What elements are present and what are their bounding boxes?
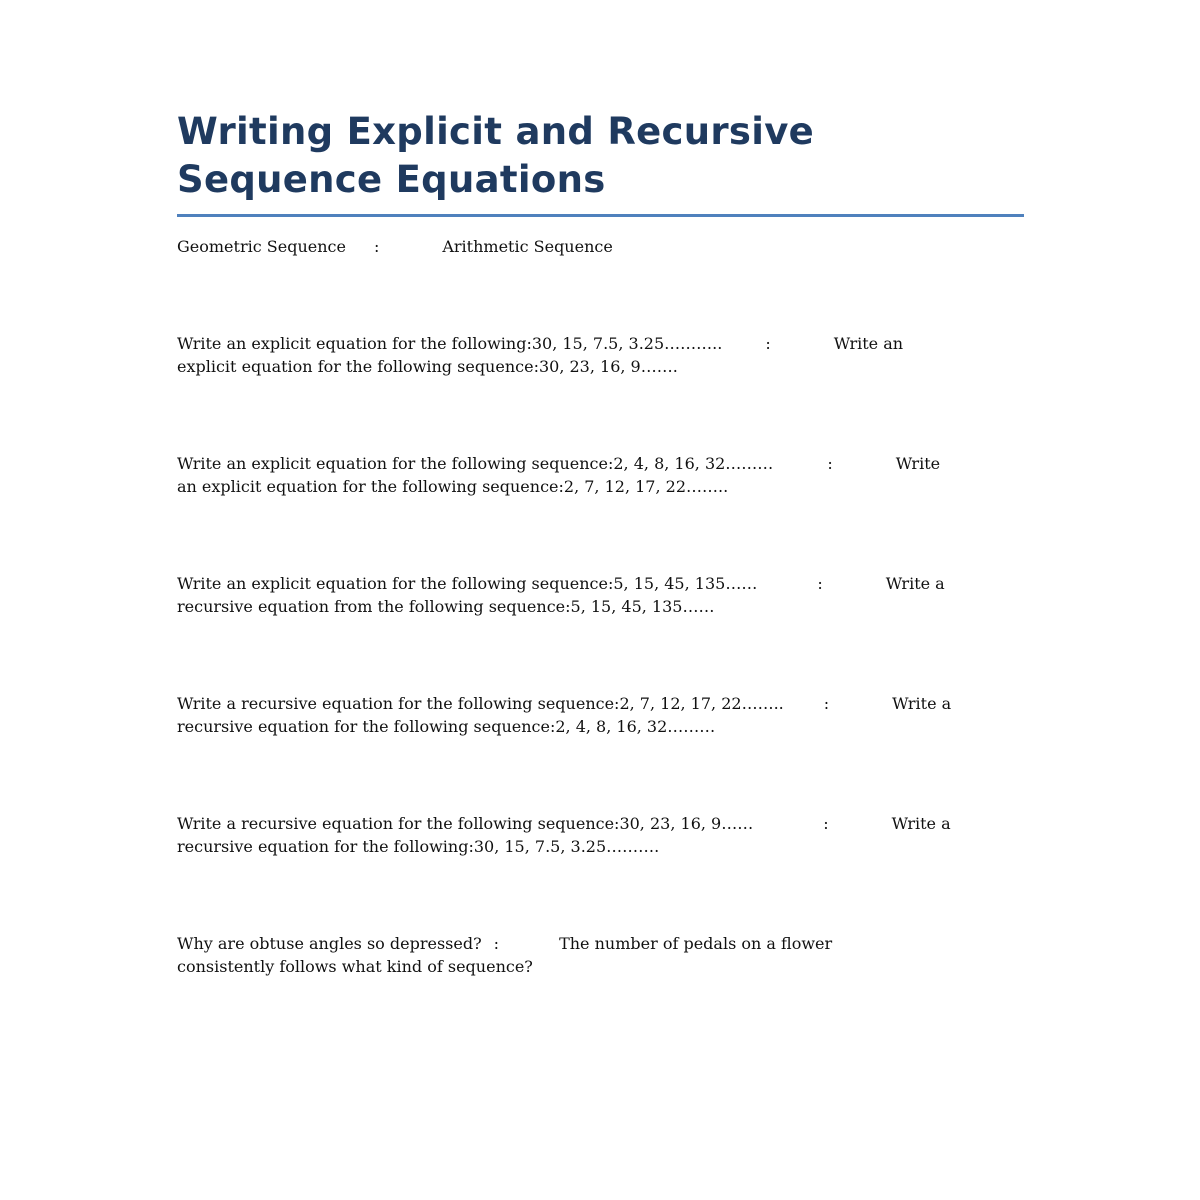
question-3-right: Write a (885, 574, 945, 593)
question-6-separator: : (493, 934, 500, 953)
question-row-6 (177, 932, 1024, 978)
question-4-separator: : (823, 694, 830, 713)
question-row-3 (177, 572, 1024, 618)
question-3-left: Write an explicit equation for the following sequence:5, 15, 45, 135…… (177, 574, 758, 593)
header-separator: : (373, 237, 380, 256)
document-page (177, 108, 1024, 976)
question-row-1 (177, 332, 1024, 378)
question-5-right: Write a (891, 814, 951, 833)
document-title: Writing Explicit and Recursive Sequence Equations (177, 108, 1024, 217)
question-1-continuation: explicit equation for the following sequence:30, 23, 16, 9……. (177, 357, 678, 376)
question-row-2 (177, 452, 1024, 498)
question-1-left: Write an explicit equation for the following:30, 15, 7.5, 3.25……….. (177, 334, 723, 353)
geometric-header: Geometric Sequence (177, 237, 346, 256)
question-6-right: The number of pedals on a flower (559, 934, 833, 953)
question-2-right: Write (895, 454, 941, 473)
question-2-continuation: an explicit equation for the following sequence:2, 7, 12, 17, 22…….. (177, 477, 729, 496)
arithmetic-header: Arithmetic Sequence (442, 237, 613, 256)
question-5-left: Write a recursive equation for the following sequence:30, 23, 16, 9…… (177, 814, 754, 833)
question-6-continuation: consistently follows what kind of sequence? (177, 957, 533, 976)
question-row-4 (177, 692, 1024, 738)
question-5-separator: : (823, 814, 829, 833)
question-1-right: Write an (833, 334, 904, 353)
question-5-continuation: recursive equation for the following:30, 15, 7.5, 3.25………. (177, 837, 660, 856)
question-row-5 (177, 812, 1024, 858)
question-3-separator: : (817, 574, 823, 593)
question-4-right: Write a (892, 694, 952, 713)
column-headers (177, 237, 613, 256)
question-3-continuation: recursive equation from the following sequence:5, 15, 45, 135…… (177, 597, 715, 616)
question-6-left: Why are obtuse angles so depressed? (177, 934, 482, 953)
question-2-separator: : (827, 454, 833, 473)
question-2-left: Write an explicit equation for the following sequence:2, 4, 8, 16, 32……… (177, 454, 774, 473)
question-1-separator: : (765, 334, 771, 353)
question-4-left: Write a recursive equation for the following sequence:2, 7, 12, 17, 22…….. (177, 694, 784, 713)
question-4-continuation: recursive equation for the following sequence:2, 4, 8, 16, 32……… (177, 717, 716, 736)
